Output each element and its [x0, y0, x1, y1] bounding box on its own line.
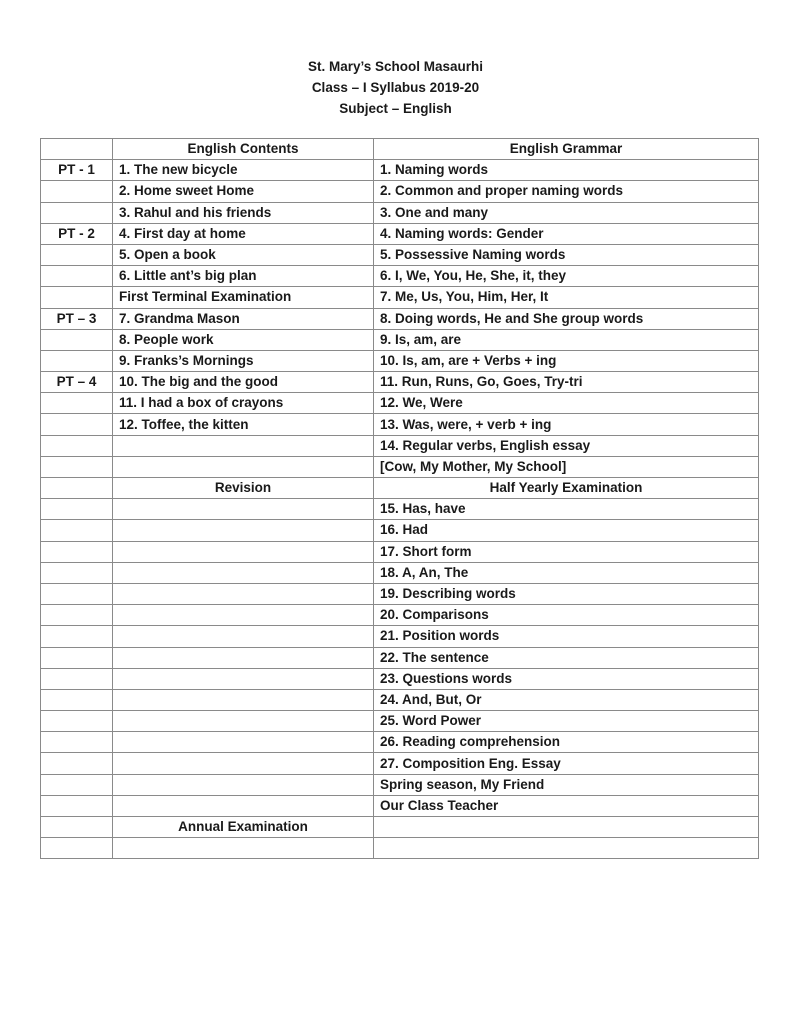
table-row [41, 817, 759, 838]
table-row [41, 711, 759, 732]
table-row [41, 668, 759, 689]
english-contents-cell: 9. Franks’s Mornings [113, 350, 374, 371]
table-row [41, 329, 759, 350]
english-contents-cell [113, 562, 374, 583]
class-syllabus-line: Class – I Syllabus 2019-20 [311, 80, 480, 95]
pt-cell [41, 753, 113, 774]
english-contents-cell [113, 711, 374, 732]
pt-cell [41, 605, 113, 626]
table-row [41, 308, 759, 329]
syllabus-table-body [41, 160, 759, 859]
pt-cell: PT – 3 [41, 308, 113, 329]
table-row [41, 456, 759, 477]
table-row [41, 647, 759, 668]
table-row [41, 541, 759, 562]
english-contents-cell: 10. The big and the good [113, 372, 374, 393]
english-contents-cell: First Terminal Examination [113, 287, 374, 308]
pt-cell [41, 202, 113, 223]
pt-cell [41, 266, 113, 287]
pt-cell [41, 647, 113, 668]
pt-cell [41, 244, 113, 265]
english-grammar-cell: 8. Doing words, He and She group words [374, 308, 759, 329]
english-contents-cell [113, 583, 374, 604]
english-grammar-cell: 2. Common and proper naming words [374, 181, 759, 202]
english-contents-cell: Annual Examination [113, 817, 374, 838]
english-grammar-cell [374, 838, 759, 859]
table-row [41, 626, 759, 647]
english-grammar-cell: 20. Comparisons [374, 605, 759, 626]
english-contents-cell [113, 605, 374, 626]
column-header-english-grammar: English Grammar [374, 139, 759, 160]
table-row [41, 372, 759, 393]
english-contents-cell [113, 795, 374, 816]
table-row [41, 499, 759, 520]
school-name: St. Mary’s School Masaurhi [307, 59, 484, 74]
pt-cell: PT - 1 [41, 160, 113, 181]
table-row [41, 605, 759, 626]
english-grammar-cell: 11. Run, Runs, Go, Goes, Try-tri [374, 372, 759, 393]
english-grammar-cell: Spring season, My Friend [374, 774, 759, 795]
english-contents-cell [113, 520, 374, 541]
table-header-row [41, 139, 759, 160]
english-contents-cell [113, 499, 374, 520]
pt-cell [41, 583, 113, 604]
pt-cell [41, 795, 113, 816]
table-row [41, 266, 759, 287]
english-contents-cell: 2. Home sweet Home [113, 181, 374, 202]
pt-cell [41, 689, 113, 710]
pt-cell [41, 478, 113, 499]
pt-cell [41, 711, 113, 732]
english-grammar-cell: 13. Was, were, + verb + ing [374, 414, 759, 435]
english-contents-cell: 5. Open a book [113, 244, 374, 265]
english-grammar-cell: 26. Reading comprehension [374, 732, 759, 753]
pt-cell [41, 435, 113, 456]
english-contents-cell: 7. Grandma Mason [113, 308, 374, 329]
pt-cell [41, 732, 113, 753]
english-contents-cell: 12. Toffee, the kitten [113, 414, 374, 435]
english-grammar-cell: 7. Me, Us, You, Him, Her, It [374, 287, 759, 308]
pt-cell [41, 181, 113, 202]
english-grammar-cell: 16. Had [374, 520, 759, 541]
table-row [41, 689, 759, 710]
english-contents-cell [113, 626, 374, 647]
pt-cell [41, 499, 113, 520]
table-row [41, 181, 759, 202]
pt-cell [41, 838, 113, 859]
english-grammar-cell: 25. Word Power [374, 711, 759, 732]
english-contents-cell [113, 732, 374, 753]
table-row [41, 562, 759, 583]
pt-cell [41, 456, 113, 477]
pt-cell [41, 520, 113, 541]
column-header-english-contents: English Contents [113, 139, 374, 160]
table-row [41, 795, 759, 816]
english-contents-cell [113, 647, 374, 668]
pt-cell: PT – 4 [41, 372, 113, 393]
pt-cell [41, 287, 113, 308]
english-grammar-cell: 24. And, But, Or [374, 689, 759, 710]
english-grammar-cell: 18. A, An, The [374, 562, 759, 583]
english-grammar-cell: 4. Naming words: Gender [374, 223, 759, 244]
syllabus-table [40, 138, 759, 859]
pt-cell: PT - 2 [41, 223, 113, 244]
english-contents-cell [113, 689, 374, 710]
english-grammar-cell: Our Class Teacher [374, 795, 759, 816]
english-grammar-cell: 17. Short form [374, 541, 759, 562]
english-grammar-cell: 6. I, We, You, He, She, it, they [374, 266, 759, 287]
english-grammar-cell: 5. Possessive Naming words [374, 244, 759, 265]
table-row [41, 435, 759, 456]
english-grammar-cell: 15. Has, have [374, 499, 759, 520]
english-contents-cell: 8. People work [113, 329, 374, 350]
english-grammar-cell: 10. Is, am, are + Verbs + ing [374, 350, 759, 371]
table-row [41, 478, 759, 499]
english-contents-cell [113, 838, 374, 859]
english-grammar-cell: 3. One and many [374, 202, 759, 223]
column-header-pt [41, 139, 113, 160]
pt-cell [41, 562, 113, 583]
english-grammar-cell [374, 817, 759, 838]
table-row [41, 350, 759, 371]
table-row [41, 393, 759, 414]
pt-cell [41, 350, 113, 371]
english-grammar-cell: 22. The sentence [374, 647, 759, 668]
english-grammar-cell: 23. Questions words [374, 668, 759, 689]
english-contents-cell [113, 753, 374, 774]
subject-line: Subject – English [339, 101, 452, 116]
english-contents-cell: 6. Little ant’s big plan [113, 266, 374, 287]
english-contents-cell [113, 668, 374, 689]
table-row [41, 202, 759, 223]
table-row [41, 223, 759, 244]
pt-cell [41, 541, 113, 562]
english-grammar-cell: 27. Composition Eng. Essay [374, 753, 759, 774]
english-grammar-cell: Half Yearly Examination [374, 478, 759, 499]
english-contents-cell: 1. The new bicycle [113, 160, 374, 181]
english-contents-cell: 11. I had a box of crayons [113, 393, 374, 414]
pt-cell [41, 626, 113, 647]
table-row [41, 583, 759, 604]
table-row [41, 287, 759, 308]
pt-cell [41, 774, 113, 795]
pt-cell [41, 414, 113, 435]
pt-cell [41, 817, 113, 838]
english-grammar-cell: [Cow, My Mother, My School] [374, 456, 759, 477]
english-contents-cell: Revision [113, 478, 374, 499]
pt-cell [41, 668, 113, 689]
table-row [41, 520, 759, 541]
table-row [41, 732, 759, 753]
english-contents-cell [113, 435, 374, 456]
document-header [0, 56, 791, 119]
pt-cell [41, 393, 113, 414]
english-contents-cell: 4. First day at home [113, 223, 374, 244]
english-grammar-cell: 9. Is, am, are [374, 329, 759, 350]
english-grammar-cell: 19. Describing words [374, 583, 759, 604]
english-grammar-cell: 21. Position words [374, 626, 759, 647]
table-row [41, 774, 759, 795]
table-row [41, 753, 759, 774]
english-grammar-cell: 14. Regular verbs, English essay [374, 435, 759, 456]
english-grammar-cell: 1. Naming words [374, 160, 759, 181]
table-row [41, 160, 759, 181]
english-contents-cell [113, 456, 374, 477]
english-contents-cell [113, 541, 374, 562]
pt-cell [41, 329, 113, 350]
english-grammar-cell: 12. We, Were [374, 393, 759, 414]
english-contents-cell [113, 774, 374, 795]
table-row [41, 838, 759, 859]
english-contents-cell: 3. Rahul and his friends [113, 202, 374, 223]
table-row [41, 414, 759, 435]
table-row [41, 244, 759, 265]
